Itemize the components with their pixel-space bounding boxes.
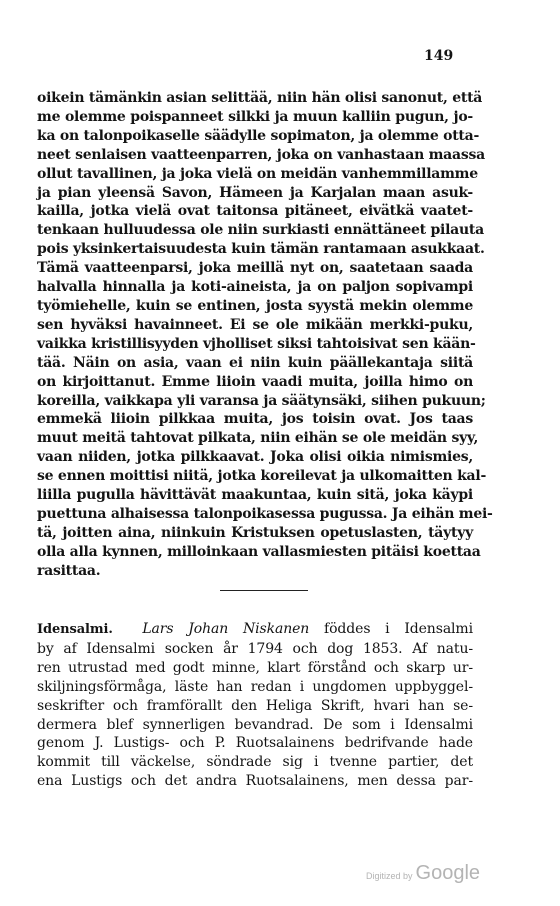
text-line: ka on talonpoikaselle säädylle sopimaton, ja olemme otta-	[37, 127, 480, 144]
text-line: genom J. Lustigs- och P. Ruotsalainens bedrifvande hade	[37, 735, 473, 752]
text-line: se ennen moittisi niitä, jotka koreilevat ja ulkomaitten kal-	[37, 468, 487, 485]
digitized-by-text: Digitized by	[366, 871, 413, 881]
google-watermark	[366, 862, 480, 885]
text-line: muut meitä tahtovat pilkata, niin eihän se ole meidän syy,	[37, 430, 479, 447]
text-line: tenkaan hulluudessa ole niin surkiasti ennättäneet pilauta	[37, 222, 484, 239]
swedish-paragraph	[37, 620, 473, 791]
text-line: tä, joitten aina, niinkuin Kristuksen opetuslasten, täytyy	[37, 524, 473, 541]
text-line: pois yksinkertaisuudesta kuin tämän rantamaan asukkaat.	[37, 241, 485, 258]
google-logo-text: Google	[415, 862, 481, 884]
section-divider	[220, 590, 308, 591]
text-line: by af Idensalmi socken år 1794 och dog 1853. Af natu-	[37, 640, 473, 657]
text-line: työmiehelle, kuin se entinen, josta syystä mekin olemme	[37, 297, 473, 314]
text-line: skiljningsförmåga, läste han redan i ungdomen uppbyggel-	[37, 678, 473, 695]
text-line: seskrifter och framförallt den Heliga Skrift, hvari han se-	[37, 697, 473, 714]
text-line: tää. Näin on asia, vaan ei niin kuin päällekantaja siitä	[37, 354, 473, 371]
text-line: koreilla, vaikkapa yli varansa ja säätynsäki, siihen pukuun;	[37, 392, 486, 409]
swedish-lines	[37, 640, 473, 791]
text-line: Tämä vaatteenparsi, joka meillä nyt on, saatetaan saada	[37, 260, 473, 277]
text-line: olla alla kynnen, milloinkaan vallasmiesten pitäisi koettaa	[37, 543, 481, 560]
text-line: sen hyväksi havainneet. Ei se ole mikään merkki-puku,	[37, 316, 473, 333]
text-line: vaan niiden, jotka pilkkaavat. Joka olisi oikia nimismies,	[37, 449, 473, 466]
person-name: Lars Johan Niskanen	[142, 621, 310, 637]
text-line: vaikka kristillisyyden vjholliset siksi tahtoisivat sen kään-	[37, 335, 476, 352]
text-line: liilla pugulla hävittävät maakuntaa, kuin sitä, joka käypi	[37, 487, 473, 504]
text-line: kommit till väckelse, söndrade sig i tvenne partier, det	[37, 754, 473, 771]
text-line: ren utrustad med godt minne, klart förstånd och skarp ur-	[37, 659, 473, 676]
text-line: rasittaa.	[37, 562, 101, 579]
first-line-rest: föddes i Idensalmi	[324, 621, 473, 637]
paragraph-first-line	[37, 620, 473, 640]
text-line: neet senlaisen vaatteenparren, joka on vanhastaan maassa	[37, 146, 485, 163]
finnish-paragraph	[37, 89, 493, 581]
text-line: dermera blef synnerligen bevandrad. De som i Idensalmi	[37, 716, 473, 733]
text-line: halvalla hinnalla ja koti-aineista, ja on paljon sopivampi	[37, 279, 473, 296]
text-line: ja pian yleensä Savon, Hämeen ja Karjalan maan asuk-	[37, 184, 473, 201]
text-line: me olemme poispanneet silkki ja muun kalliin pugun, jo-	[37, 108, 473, 125]
text-line: kailla, jotka vielä ovat taitonsa pitäneet, eivätkä vaatet-	[37, 203, 473, 220]
text-line: puettuna alhaisessa talonpoikasessa pugussa. Ja eihän mei-	[37, 505, 493, 522]
text-line: emmekä liioin pilkkaa muita, jos toisin ovat. Jos taas	[37, 411, 473, 428]
page-number: 149	[424, 48, 454, 64]
text-line: on kirjoittanut. Emme liioin vaadi muita, joilla himo on	[37, 373, 473, 390]
place-heading: Idensalmi.	[37, 622, 113, 637]
text-line: ollut tavallinen, ja joka vielä on meidän vanhemmillamme	[37, 165, 478, 182]
text-line: oikein tämänkin asian selittää, niin hän olisi sanonut, että	[37, 90, 483, 106]
text-line: ena Lustigs och det andra Ruotsalainens, men dessa par-	[37, 773, 473, 790]
